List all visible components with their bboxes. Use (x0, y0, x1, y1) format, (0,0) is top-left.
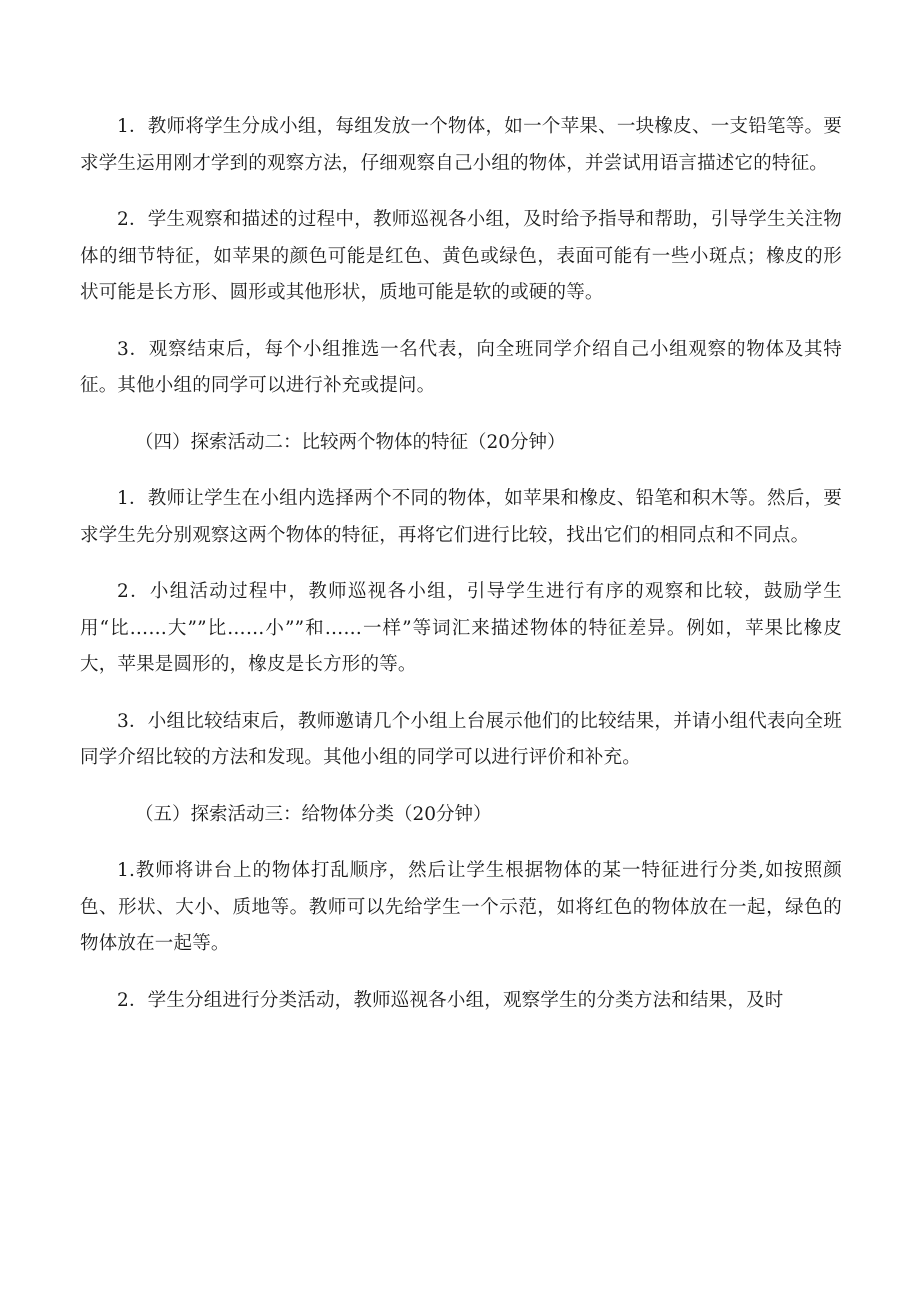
paragraph-5: 2．小组活动过程中，教师巡视各小组，引导学生进行有序的观察和比较，鼓励学生用“比……大””比……小””和……一样”等词汇来描述物体的特征差异。例如，苹果比橡皮大，苹果是圆形的，橡皮是长方形的等。 (80, 581, 842, 675)
paragraph-4: 1．教师让学生在小组内选择两个不同的物体，如苹果和橡皮、铅笔和积木等。然后，要求学生先分别观察这两个物体的特征，再将它们进行比较，找出它们的相同点和不同点。 (80, 488, 842, 546)
section-heading-4: （四）探索活动二：比较两个物体的特征（20分钟） (135, 431, 566, 453)
paragraph-1: 1．教师将学生分成小组，每组发放一个物体，如一个苹果、一块橡皮、一支铅笔等。要求学生运用刚才学到的观察方法，仔细观察自己小组的物体，并尝试用语言描述它的特征。 (80, 116, 842, 174)
section-heading-5: （五）探索活动三：给物体分类（20分钟） (135, 803, 492, 825)
paragraph-7: 1.教师将讲台上的物体打乱顺序，然后让学生根据物体的某一特征进行分类,如按照颜色、形状、大小、质地等。教师可以先给学生一个示范，如将红色的物体放在一起，绿色的物体放在一起等。 (80, 860, 842, 954)
paragraph-6: 3．小组比较结束后，教师邀请几个小组上台展示他们的比较结果，并请小组代表向全班同学介绍比较的方法和发现。其他小组的同学可以进行评价和补充。 (80, 710, 842, 768)
paragraph-2: 2．学生观察和描述的过程中，教师巡视各小组，及时给予指导和帮助，引导学生关注物体的细节特征，如苹果的颜色可能是红色、黄色或绿色，表面可能有一些小斑点；橡皮的形状可能是长方形、圆形或其他形状，质地可能是软的或硬的等。 (80, 209, 842, 303)
paragraph-3: 3．观察结束后，每个小组推选一名代表，向全班同学介绍自己小组观察的物体及其特征。其他小组的同学可以进行补充或提问。 (80, 338, 842, 396)
document-body (80, 109, 842, 1039)
paragraph-8: 2．学生分组进行分类活动，教师巡视各小组，观察学生的分类方法和结果，及时 (117, 989, 784, 1011)
